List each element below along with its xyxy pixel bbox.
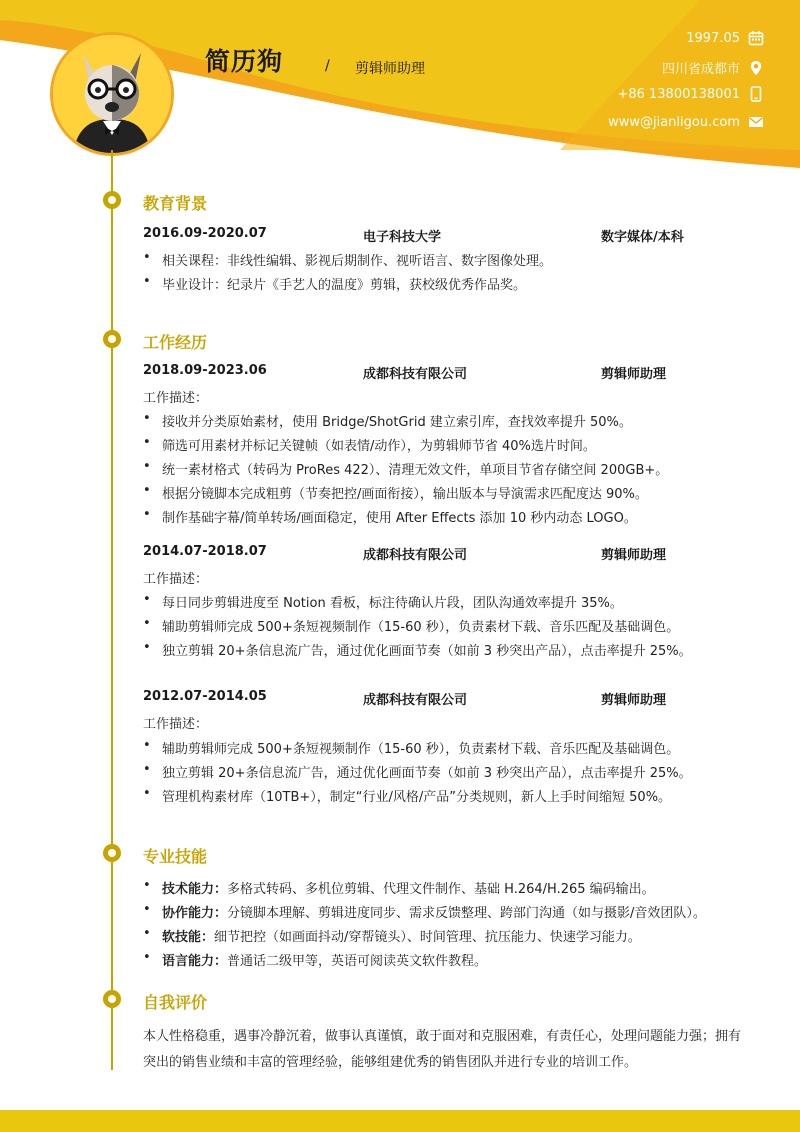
timeline-dot-work [103, 330, 121, 348]
education-school: 电子科技大学 [363, 230, 442, 245]
location-text: 四川省成都市 [661, 62, 740, 77]
skill-text: 分镜脚本理解、剪辑进度同步、需求反馈整理、跨部门沟通（如与摄影/音效团队）。 [227, 906, 706, 921]
section-title-work: 工作经历 [143, 333, 208, 352]
list-item: • 相关课程：非线性编辑、影视后期制作、视听语言、数字图像处理。 [143, 250, 552, 269]
self-evaluation-text: 本人性格稳重，遇事冷静沉着，做事认真谨慎，敢于面对和克服困难，有责任心，处理问题能力强；拥有突出的销售业绩和丰富的管理经验，能够组建优秀的销售团队并进行专业的培训工作。 [143, 1029, 742, 1070]
job-role: 剪辑师助理 [601, 548, 667, 563]
skill-label: 技术能力： [162, 882, 228, 897]
skill-item [143, 950, 487, 969]
job-company: 成都科技有限公司 [363, 367, 468, 382]
education-date: 2016.09-2020.07 [143, 226, 267, 241]
list-item: • 辅助剪辑师完成 500+条短视频制作（15-60 秒），负责素材下载、音乐匹配及基础调色。 [143, 616, 679, 635]
contact-phone [617, 86, 764, 102]
job-desc-label: 工作描述： [143, 572, 209, 587]
timeline-dot-skills [103, 844, 121, 862]
calendar-icon [748, 30, 764, 46]
job-date: 2018.09-2023.06 [143, 363, 267, 378]
list-item: • 独立剪辑 20+条信息流广告，通过优化画面节奏（如前 3 秒突出产品），点击率提升 25%。 [143, 640, 692, 659]
education-degree: 数字媒体/本科 [601, 230, 684, 245]
contact-location [662, 58, 764, 77]
email-address[interactable]: www@jianligou.com [608, 114, 740, 130]
list-item: • 每日同步剪辑进度至 Notion 看板，标注待确认片段，团队沟通效率提升 35%。 [143, 592, 623, 611]
job-company: 成都科技有限公司 [363, 693, 468, 708]
target-position: 剪辑师助理 [355, 61, 425, 77]
timeline-line [111, 150, 113, 1070]
skill-label: 语言能力： [162, 954, 228, 969]
mail-icon [748, 114, 764, 130]
section-title-self: 自我评价 [143, 993, 208, 1012]
phone-number: +86 13800138001 [617, 86, 740, 102]
footer-bar [0, 1110, 800, 1132]
phone-icon [748, 86, 764, 102]
list-item: • 管理机构素材库（10TB+），制定“行业/风格/产品”分类规则，新人上手时间缩短 50%。 [143, 786, 671, 805]
avatar [50, 32, 174, 156]
skill-text: 多格式转码、多机位剪辑、代理文件制作、基础 H.264/H.265 编码输出。 [227, 882, 655, 897]
job-desc-label: 工作描述： [143, 391, 209, 406]
section-title-skills: 专业技能 [143, 847, 208, 866]
list-item: • 毕业设计：纪录片《手艺人的温度》剪辑，获校级优秀作品奖。 [143, 274, 526, 293]
candidate-name: 简历狗 [205, 47, 284, 76]
contact-birth [686, 30, 764, 46]
job-desc-label: 工作描述： [143, 717, 209, 732]
title-separator: / [325, 58, 330, 74]
contact-email [608, 114, 764, 130]
skill-item [143, 926, 641, 945]
job-company: 成都科技有限公司 [363, 548, 468, 563]
location-icon [748, 60, 764, 76]
skill-label: 软技能： [162, 930, 215, 945]
list-item: • 接收并分类原始素材，使用 Bridge/ShotGrid 建立索引库，查找效率提升 50%。 [143, 411, 632, 430]
job-role: 剪辑师助理 [601, 367, 667, 382]
dog-portrait-icon [53, 35, 171, 153]
job-date: 2014.07-2018.07 [143, 544, 267, 559]
job-role: 剪辑师助理 [601, 693, 667, 708]
skill-item [143, 902, 706, 921]
skill-label: 协作能力： [162, 906, 228, 921]
list-item: • 筛选可用素材并标记关键帧（如表情/动作），为剪辑师节省 40%选片时间。 [143, 435, 596, 454]
birth-date: 1997.05 [686, 30, 740, 46]
list-item: • 制作基础字幕/简单转场/画面稳定，使用 After Effects 添加 10 秒内动态 LOGO。 [143, 507, 637, 526]
skill-text: 普通话二级甲等，英语可阅读英文软件教程。 [227, 954, 488, 969]
list-item: • 独立剪辑 20+条信息流广告，通过优化画面节奏（如前 3 秒突出产品），点击率提升 25%。 [143, 762, 692, 781]
list-item: • 统一素材格式（转码为 ProRes 422）、清理无效文件，单项目节省存储空间 200GB+。 [143, 459, 668, 478]
skill-text: 细节把控（如画面抖动/穿帮镜头）、时间管理、抗压能力、快速学习能力。 [214, 930, 641, 945]
timeline-dot-education [103, 191, 121, 209]
skill-item [143, 878, 655, 897]
section-title-education: 教育背景 [143, 194, 208, 213]
list-item: • 辅助剪辑师完成 500+条短视频制作（15-60 秒），负责素材下载、音乐匹配及基础调色。 [143, 738, 679, 757]
list-item: • 根据分镜脚本完成粗剪（节奏把控/画面衔接），输出版本与导演需求匹配度达 90%。 [143, 483, 648, 502]
job-date: 2012.07-2014.05 [143, 689, 267, 704]
timeline-dot-self [103, 990, 121, 1008]
